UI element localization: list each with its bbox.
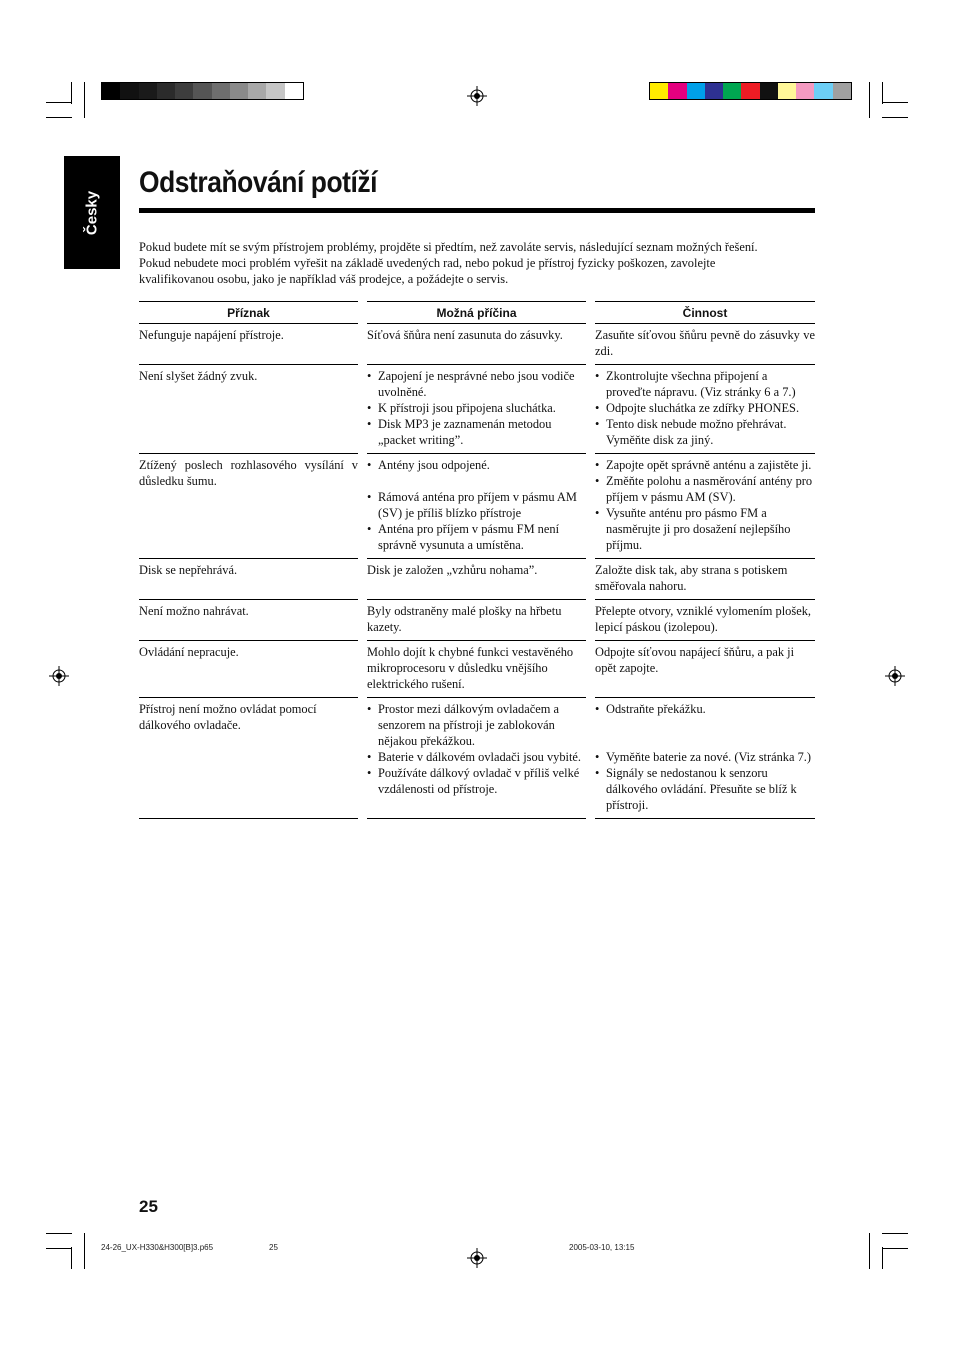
action-cell (595, 698, 815, 819)
table-row (139, 454, 815, 559)
registration-mark-icon (49, 666, 69, 686)
crop-mark (882, 1233, 908, 1234)
color-swatch (175, 83, 193, 99)
crop-mark (46, 1248, 72, 1249)
symptom-cell: Nefunguje napájení přístroje. (139, 324, 358, 365)
table-row (139, 698, 815, 819)
page-number: 25 (139, 1197, 158, 1216)
color-swatch (760, 83, 778, 99)
cause-cell: Síťová šňůra není zasunuta do zásuvky. (367, 324, 586, 365)
crop-mark (46, 102, 72, 103)
intro-line: Pokud nebudete moci problém vyřešit na základě uvedených rad, nebo pokud je přístroj fyzicky poškozen, zavolejte (139, 256, 716, 270)
registration-mark-icon (467, 86, 487, 106)
color-swatch (230, 83, 248, 99)
symptom-cell: Ovládání nepracuje. (139, 641, 358, 698)
header-symptom: Příznak (139, 301, 358, 324)
crop-mark (71, 1247, 72, 1269)
color-swatch (212, 83, 230, 99)
crop-mark (84, 1233, 85, 1269)
crop-mark (869, 82, 870, 118)
cause-cell (367, 454, 586, 559)
crop-mark (882, 102, 908, 103)
cause-item: • Prostor mezi dálkovým ovladačem a senzorem na přístroji je zablokován nějakou překážkou. (367, 701, 586, 749)
color-swatch (139, 83, 157, 99)
color-swatch (668, 83, 686, 99)
color-swatch (248, 83, 266, 99)
language-tab (64, 156, 120, 269)
action-item: • Zapojte opět správně anténu a zajistěte ji. (595, 457, 815, 473)
cause-item: • Anténa pro příjem v pásmu FM není správně vysunuta a umístěna. (367, 521, 586, 553)
symptom-cell: Přístroj není možno ovládat pomocí dálkového ovladače. (139, 698, 358, 819)
symptom-cell: Disk se nepřehrává. (139, 559, 358, 600)
color-swatch (650, 83, 668, 99)
action-cell: Přelepte otvory, vzniklé vylomením plošek, lepicí páskou (izolepou). (595, 600, 815, 641)
action-cell (595, 454, 815, 559)
action-cell: Zasuňte síťovou šňůru pevně do zásuvky ve zdi. (595, 324, 815, 365)
action-item: • Vyměňte baterie za nové. (Viz stránka 7.) (595, 749, 815, 765)
action-cell (595, 365, 815, 454)
crop-mark (84, 82, 85, 118)
intro-line: kvalifikovanou osobu, jako je například váš prodejce, a požádejte o servis. (139, 272, 509, 286)
color-swatch (687, 83, 705, 99)
table-row (139, 365, 815, 454)
crop-mark (869, 1233, 870, 1269)
cause-cell (367, 698, 586, 819)
troubleshooting-table (139, 301, 815, 819)
color-swatch (102, 83, 120, 99)
footer-timestamp: 2005-03-10, 13:15 (569, 1243, 635, 1252)
crop-mark (71, 82, 72, 104)
cause-item: • Používáte dálkový ovladač v příliš velké vzdálenosti od přístroje. (367, 765, 586, 797)
footer-page: 25 (269, 1243, 278, 1252)
crop-mark (46, 1233, 72, 1234)
color-bar (649, 82, 852, 100)
table-row (139, 641, 815, 698)
color-swatch (193, 83, 211, 99)
cause-item: • Baterie v dálkovém ovladači jsou vybité. (367, 749, 586, 765)
intro-line: Pokud budete mít se svým přístrojem problémy, projděte si předtím, než zavoláte servis, následující seznam možných řešení. (139, 240, 758, 254)
header-cause: Možná příčina (367, 301, 586, 324)
crop-mark (882, 1248, 908, 1249)
color-swatch (266, 83, 284, 99)
color-swatch (705, 83, 723, 99)
symptom-cell: Ztížený poslech rozhlasového vysílání v důsledku šumu. (139, 454, 358, 559)
page-title: Odstraňování potíží (139, 166, 378, 199)
crop-mark (882, 82, 883, 104)
symptom-cell: Není možno nahrávat. (139, 600, 358, 641)
footer-file: 24-26_UX-H330&H300[B]3.p65 (101, 1243, 214, 1252)
registration-mark-icon (467, 1248, 487, 1268)
registration-mark-icon (885, 666, 905, 686)
cause-cell: Mohlo dojít k chybné funkci vestavěného mikroprocesoru v důsledku vnějšího elektrického rušení. (367, 641, 586, 698)
color-swatch (814, 83, 832, 99)
cause-cell: Byly odstraněny malé plošky na hřbetu kazety. (367, 600, 586, 641)
table-header-row (139, 301, 815, 324)
color-swatch (120, 83, 138, 99)
action-cell: Založte disk tak, aby strana s potiskem směřovala nahoru. (595, 559, 815, 600)
action-item: • Odstraňte překážku. (595, 701, 815, 717)
table-row (139, 600, 815, 641)
intro-paragraph (139, 239, 819, 287)
crop-mark (46, 117, 72, 118)
cause-cell (367, 365, 586, 454)
action-cell: Odpojte síťovou napájecí šňůru, a pak ji opět zapojte. (595, 641, 815, 698)
cause-cell: Disk je založen „vzhůru nohama”. (367, 559, 586, 600)
action-item: • Signály se nedostanou k senzoru dálkového ovládání. Přesuňte se blíž k přístroji. (595, 765, 815, 813)
cause-item: • Antény jsou odpojené. (367, 457, 586, 473)
action-item: • Změňte polohu a nasměrování antény pro příjem v pásmu AM (SV). (595, 473, 815, 505)
cause-item: • Rámová anténa pro příjem v pásmu AM (SV) je příliš blízko přístroje (367, 489, 586, 521)
color-swatch (723, 83, 741, 99)
color-swatch (796, 83, 814, 99)
color-swatch (157, 83, 175, 99)
cause-item: • Disk MP3 je zaznamenán metodou „packet writing”. (367, 416, 586, 448)
table-row (139, 324, 815, 365)
title-rule (139, 208, 815, 213)
language-tab-label: Česky (83, 190, 101, 235)
action-item: • Vysuňte anténu pro pásmo FM a nasměrujte ji pro dosažení nejlepšího příjmu. (595, 505, 815, 553)
table-row (139, 559, 815, 600)
grayscale-bar (101, 82, 304, 100)
color-swatch (285, 83, 303, 99)
color-swatch (778, 83, 796, 99)
header-action: Činnost (595, 301, 815, 324)
action-item: • Tento disk nebude možno přehrávat. Vyměňte disk za jiný. (595, 416, 815, 448)
cause-item: • K přístroji jsou připojena sluchátka. (367, 400, 586, 416)
cause-item: • Zapojení je nesprávné nebo jsou vodiče uvolněné. (367, 368, 586, 400)
action-item: • Zkontrolujte všechna připojení a proveďte nápravu. (Viz stránky 6 a 7.) (595, 368, 815, 400)
crop-mark (882, 1247, 883, 1269)
action-item: • Odpojte sluchátka ze zdířky PHONES. (595, 400, 815, 416)
color-swatch (833, 83, 851, 99)
symptom-cell: Není slyšet žádný zvuk. (139, 365, 358, 454)
color-swatch (741, 83, 759, 99)
crop-mark (882, 117, 908, 118)
